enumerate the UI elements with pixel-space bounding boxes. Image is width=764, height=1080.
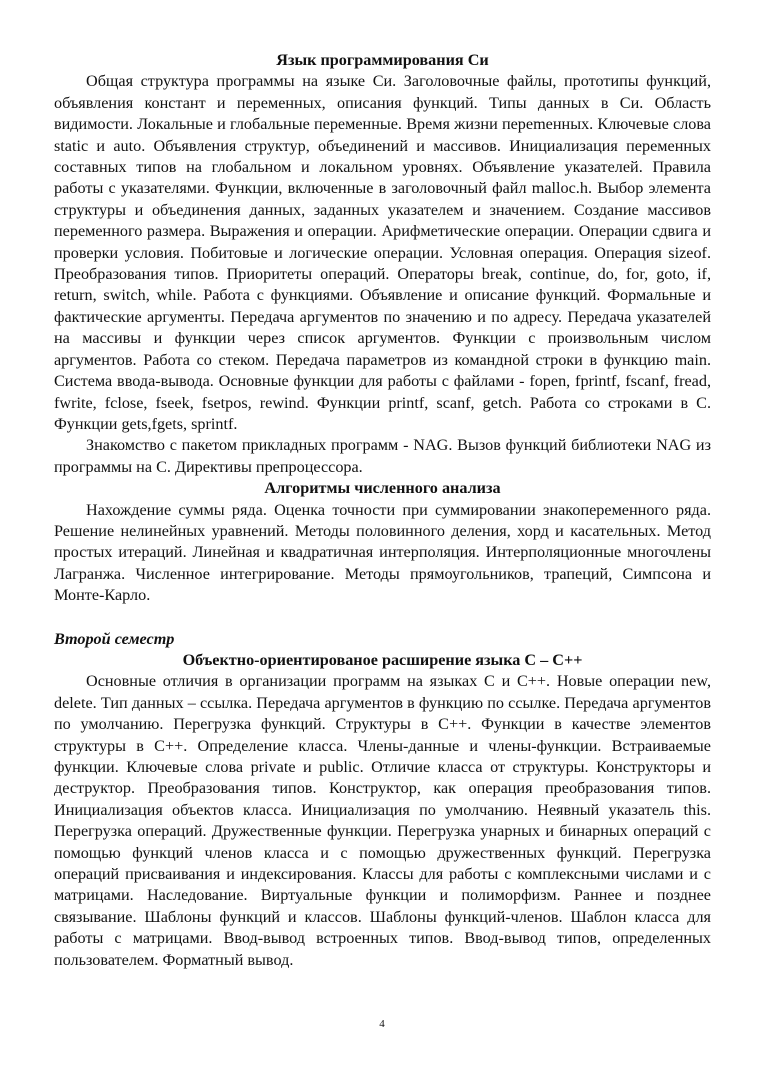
section-title-cpp-extension: Объектно-ориентированое расширение языка С – С++: [182, 650, 583, 669]
section-title-c-language: Язык программирования Си: [276, 51, 489, 69]
document-page: [54, 50, 711, 971]
paragraph-c-language-topics: Общая структура программы на языке Си. Заголовочные файлы, прототипы функций, объявления констант и переменных, описания функций. Типы данных в Си. Область видимости. Локальные и глобальные переменные. Время жизни переmенных. Ключевые слова static и auto. Объявления структур, объединений и массивов. Инициализация переменных составных типов на глобальном и локальном уровнях. Объявление указателей. Правила работы с указателями. Функции, включенные в заголовочный файл malloc.h. Выбор элемента структуры и объединения данных, заданных указателем и значением. Создание массивов переменного размера. Выражения и операции. Арифметические операции. Операции сдвига и проверки условия. Побитовые и логические операции. Условная операция. Операция sizeof. Преобразования типов. Приоритеты операций. Операторы break, continue, do, for, goto, if, return, switch, while. Работа с функциями. Объявление и описание функций. Формальные и фактические аргументы. Передача аргументов по значению и по адресу. Передача указателей на массивы и функции через список аргументов. Функции с произвольным числом аргументов. Работа со стеком. Передача параметров из командной строки в функцию main. Система ввода-вывода. Основные функции для работы с файлами - fopen, fprintf, fscanf, fread, fwrite, fclose, fseek, fsetpos, rewind. Функции printf, scanf, getch. Работа со строками в С. Функции gets,fgets, sprintf.: [54, 72, 711, 433]
section-title-numerical-analysis: Алгоритмы численного анализа: [264, 479, 501, 498]
paragraph-nag-library: Знакомство с пакетом прикладных программ - NAG. Вызов функций библиотеки NAG из программы на С. Директивы препроцессора.: [54, 436, 711, 476]
paragraph-numerical-analysis-topics: Нахождение суммы ряда. Оценка точности при суммировании знакопеременного ряда. Решение нелинейных уравнений. Методы половинного деления, хорд и касательных. Метод простых итераций. Линейная и квадратичная интерполяция. Интерполяционные многочлены Лагранжа. Численное интегрирование. Методы прямоугольников, трапеций, Симпсона и Монте-Карло.: [54, 500, 711, 605]
paragraph-cpp-topics: Основные отличия в организации программ на языках С и С++. Новые операции new, delete. Тип данных – ссылка. Передача аргументов в функцию по ссылке. Передача аргументов по умолчанию. Перегрузка функций. Структуры в С++. Функции в качестве элементов структуры в С++. Определение класса. Члены-данные и члены-функции. Встраиваемые функции. Ключевые слова private и public. Отличие класса от структуры. Конструкторы и деструктор. Преобразования типов. Конструктор, как операция преобразования типов. Инициализация объектов класса. Инициализация по умолчанию. Неявный указатель this. Перегрузка операций. Дружественные функции. Перегрузка унарных и бинарных операций с помощью функций членов класса и с помощью дружественных функций. Перегрузка операций присваивания и индексирования. Классы для работы с комплексными числами и с матрицами. Наследование. Виртуальные функции и полиморфизм. Раннее и позднее связывание. Шаблоны функций и классов. Шаблоны функций-членов. Шаблон класса для работы с матрицами. Ввод-вывод встроенных типов. Ввод-вывод типов, определенных пользователем. Форматный вывод.: [54, 672, 711, 969]
semester-label: Второй семестр: [54, 629, 175, 648]
page-number: 4: [379, 1018, 385, 1030]
